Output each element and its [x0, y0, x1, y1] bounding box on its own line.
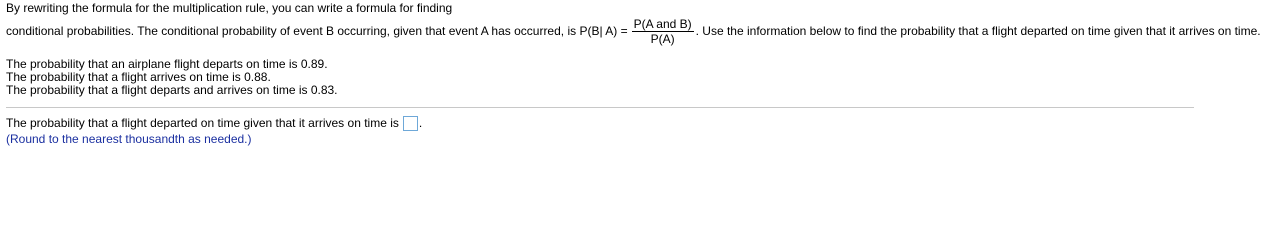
conditional-probability-fraction	[632, 17, 694, 46]
formula-row	[6, 16, 1261, 46]
formula-prefix: conditional probabilities. The conditional probability of event B occurring, given that event A has occurred, is P(B| A) =	[6, 24, 628, 38]
fact-departs-on-time: The probability that an airplane flight departs on time is 0.89.	[6, 57, 328, 71]
question-row	[6, 115, 422, 131]
divider	[6, 107, 1194, 108]
intro-text: By rewriting the formula for the multiplication rule, you can write a formula for finding	[6, 1, 453, 15]
question-end-punct: .	[418, 116, 423, 130]
given-facts	[6, 58, 338, 97]
fraction-numerator: P(A and B)	[633, 16, 692, 31]
formula-suffix: . Use the information below to find the probability that a flight departed on time given that it arrives on time.	[695, 24, 1261, 38]
answer-input[interactable]	[403, 116, 418, 131]
question-text: The probability that a flight departed on time given that it arrives on time is	[6, 116, 399, 130]
fact-departs-and-arrives: The probability that a flight departs and arrives on time is 0.83.	[6, 83, 338, 97]
fraction-denominator: P(A)	[650, 31, 675, 46]
fact-arrives-on-time: The probability that a flight arrives on time is 0.88.	[6, 70, 271, 84]
rounding-hint: (Round to the nearest thousandth as needed.)	[6, 132, 252, 146]
